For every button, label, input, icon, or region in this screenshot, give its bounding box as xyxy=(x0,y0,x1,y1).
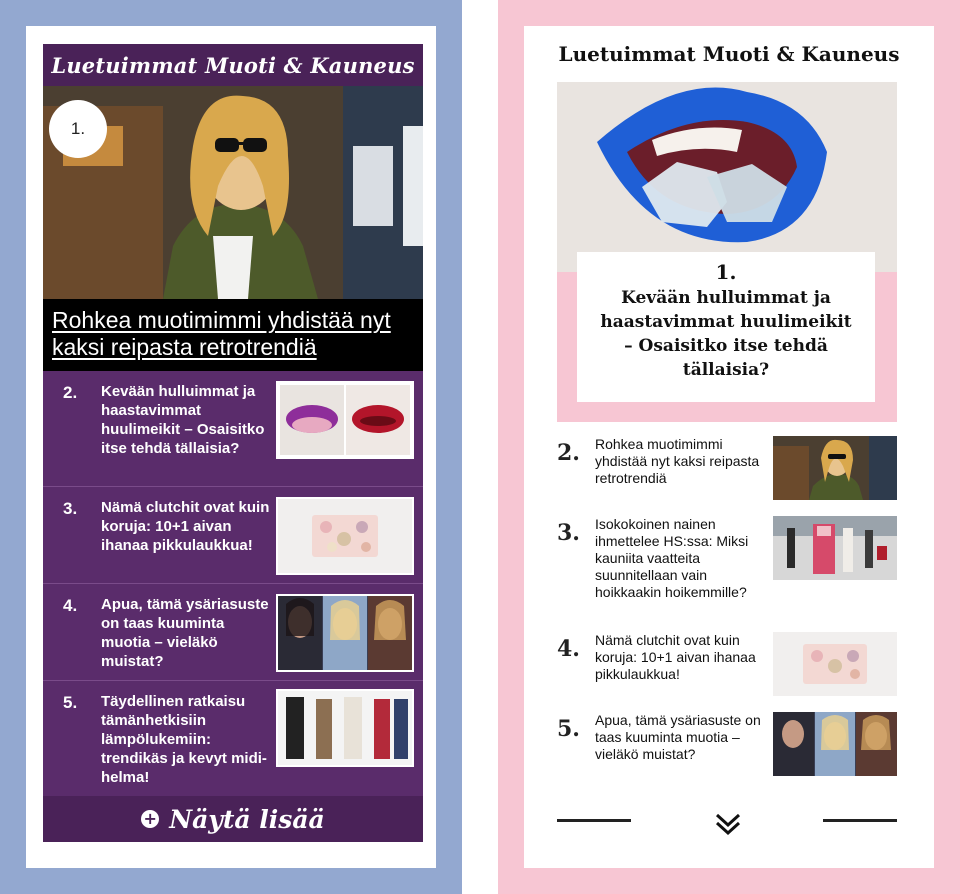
clutch-image xyxy=(773,632,897,696)
list-item[interactable] xyxy=(43,584,423,681)
street-style-image xyxy=(773,516,897,580)
list-item[interactable] xyxy=(43,681,423,797)
chokers-thumbnail[interactable] xyxy=(276,594,414,672)
list-item[interactable] xyxy=(557,632,897,696)
lips-image xyxy=(278,383,412,457)
item-title[interactable]: Täydellinen ratkaisu tämänhetkisiin lämpölukemiin: trendikäs ja kevyt midi-helma! xyxy=(101,693,267,786)
item-title[interactable]: Apua, tämä ysäriasuste on taas kuuminta muotia – vieläkö muistat? xyxy=(101,596,269,670)
list-item[interactable] xyxy=(43,487,423,584)
item-thumbnail[interactable] xyxy=(773,516,897,580)
hero-article-link[interactable]: Kevään hulluimmat ja haastavimmat huulimeikit – Osaisitko itse tehdä tällaisia? xyxy=(600,288,852,380)
midi-skirt-image xyxy=(278,691,412,765)
item-title[interactable]: Nämä clutchit ovat kuin koruja: 10+1 aivan ihanaa pikkulaukkua! xyxy=(595,632,756,682)
list-item[interactable] xyxy=(557,436,897,500)
item-rank: 2. xyxy=(557,440,580,466)
chokers-image xyxy=(773,712,897,776)
woman-sunglasses-image xyxy=(773,436,897,500)
chokers-image xyxy=(278,596,412,670)
item-title[interactable]: Rohkea muotimimmi yhdistää nyt kaksi reipasta retrotrendiä xyxy=(595,436,760,486)
rank-number: 1. xyxy=(715,260,737,284)
hero-image[interactable] xyxy=(43,86,423,299)
lips-thumbnail[interactable] xyxy=(276,381,414,459)
clutch-thumbnail[interactable] xyxy=(276,497,414,575)
hero-card[interactable] xyxy=(557,82,897,422)
footer-divider-right xyxy=(823,819,897,822)
widget-title: Luetuimmat Muoti & Kauneus xyxy=(558,42,900,66)
widget-header xyxy=(43,44,423,86)
list-item[interactable] xyxy=(557,516,897,616)
item-title[interactable]: Nämä clutchit ovat kuin koruja: 10+1 aivan ihanaa pikkulaukkua! xyxy=(101,499,270,554)
item-thumbnail[interactable] xyxy=(773,436,897,500)
item-rank: 5. xyxy=(63,693,78,712)
hero-title-bar xyxy=(43,299,423,371)
item-thumbnail[interactable] xyxy=(773,632,897,696)
item-title[interactable]: Kevään hulluimmat ja haastavimmat huulimeikit – Osaisitko itse tehdä tällaisia? xyxy=(101,383,265,457)
footer-divider-left xyxy=(557,819,631,822)
left-most-read-widget xyxy=(43,44,423,842)
midi-skirt-thumbnail[interactable] xyxy=(276,689,414,767)
item-rank: 3. xyxy=(63,499,78,518)
clutch-image xyxy=(278,499,412,573)
item-thumbnail[interactable] xyxy=(773,712,897,776)
article-list xyxy=(43,371,423,797)
double-chevron-down-icon[interactable] xyxy=(714,810,742,838)
item-rank: 5. xyxy=(557,716,580,742)
plus-icon: + xyxy=(141,810,159,828)
hero-article-link[interactable]: Rohkea muotimimmi yhdistää nyt kaksi reipasta retrotrendiä xyxy=(52,307,391,360)
item-rank: 4. xyxy=(557,636,580,662)
item-title[interactable]: Isokokoinen nainen ihmettelee HS:ssa: Miksi kauniita vaatteita suunnitellaan vain hoikkaakin hoikemmille? xyxy=(595,516,749,600)
list-item[interactable] xyxy=(43,371,423,487)
item-rank: 4. xyxy=(63,596,78,615)
item-rank: 2. xyxy=(63,383,78,402)
item-rank: 3. xyxy=(557,520,580,546)
right-panel-frame xyxy=(498,0,960,894)
show-more-button[interactable] xyxy=(43,796,423,842)
list-item[interactable] xyxy=(557,712,897,782)
right-panel-card xyxy=(524,26,934,868)
item-title[interactable]: Apua, tämä ysäriasuste on taas kuuminta muotia – vieläkö muistat? xyxy=(595,712,761,762)
hero-title-box xyxy=(577,252,875,402)
show-more-label: Näytä lisää xyxy=(169,804,325,834)
widget-title: Luetuimmat Muoti & Kauneus xyxy=(51,52,415,78)
hero-photo-blue-lips-ice xyxy=(557,82,897,272)
rank-badge: 1. xyxy=(49,100,107,158)
